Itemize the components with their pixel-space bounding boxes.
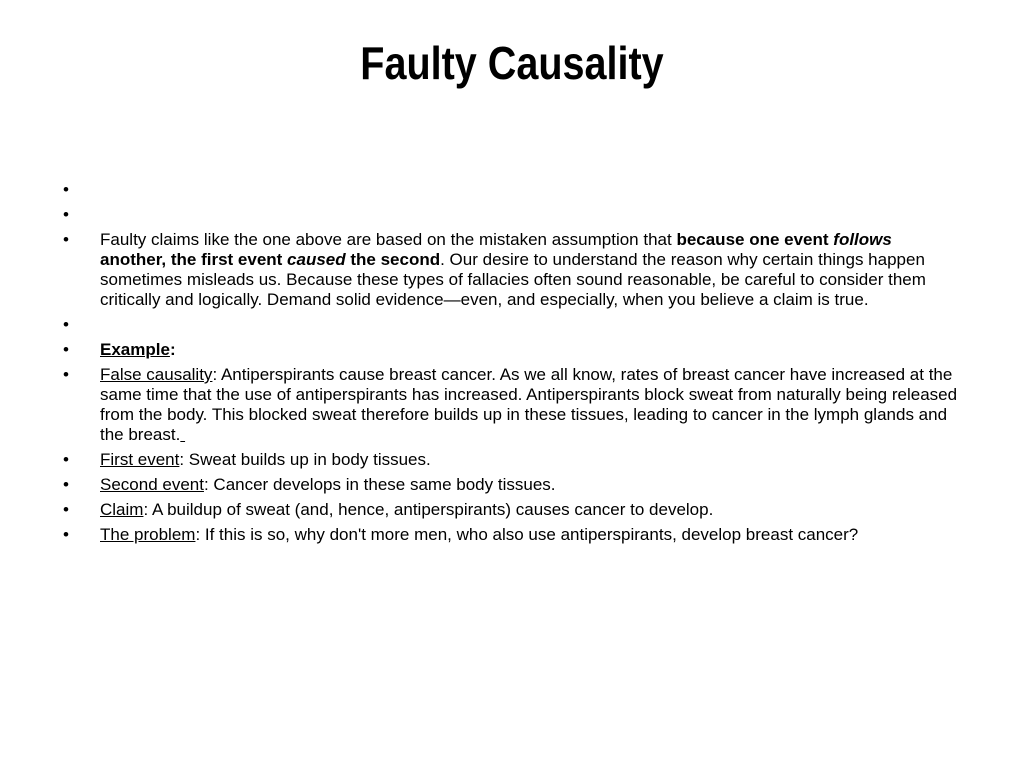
bullet-dot: • bbox=[63, 315, 69, 334]
bullet-dot: • bbox=[63, 365, 69, 384]
claim-bullet bbox=[60, 500, 960, 520]
first-event-label: First event bbox=[100, 450, 180, 469]
bullet-dot: • bbox=[63, 205, 69, 224]
intro-text: Faulty claims like the one above are based on the mistaken assumption that because one event follows another, the first event caused the second. Our desire to understand the reason why certain things happen sometimes misleads us. Because these types of fallacies often sound reasonable, be careful to consider them critically and logically. Demand solid evidence—even, and especially, when you believe a claim is true. bbox=[100, 230, 926, 309]
false-causality-text: : Antiperspirants cause breast cancer. As we all know, rates of breast cancer have increased at the same time that the use of antiperspirants has increased. Antiperspirants block sweat from naturally being released from the body. This blocked sweat therefore builds up in these tissues, leading to cancer in the lymph glands and the breast. bbox=[100, 365, 958, 444]
problem-bullet bbox=[60, 525, 960, 545]
second-event-label: Second event bbox=[100, 475, 204, 494]
second-event-bullet bbox=[60, 475, 960, 495]
problem-text: : If this is so, why don't more men, who also use antiperspirants, develop breast cancer? bbox=[195, 525, 859, 544]
bullet-dot: • bbox=[63, 500, 69, 519]
false-causality-bullet bbox=[60, 365, 960, 445]
example-label: Example bbox=[100, 340, 170, 359]
bullet-dot: • bbox=[63, 230, 69, 249]
bullet-list bbox=[60, 180, 960, 550]
empty-bullet-3 bbox=[60, 315, 960, 335]
example-heading bbox=[60, 340, 960, 360]
example-colon: : bbox=[169, 340, 176, 359]
slide-title: Faulty Causality bbox=[360, 37, 664, 89]
claim-label: Claim bbox=[100, 500, 144, 519]
first-event-text: : Sweat builds up in body tissues. bbox=[179, 450, 431, 469]
bullet-dot: • bbox=[63, 180, 69, 199]
bullet-dot: • bbox=[63, 340, 69, 359]
bullet-dot: • bbox=[63, 450, 69, 469]
empty-bullet-1 bbox=[60, 180, 960, 200]
false-causality-label: False causality bbox=[100, 365, 213, 384]
problem-label: The problem bbox=[100, 525, 196, 544]
bullet-dot: • bbox=[63, 475, 69, 494]
trailing-underline bbox=[180, 425, 185, 444]
empty-bullet-2 bbox=[60, 205, 960, 225]
bullet-dot: • bbox=[63, 525, 69, 544]
first-event-bullet bbox=[60, 450, 960, 470]
claim-text: : A buildup of sweat (and, hence, antiperspirants) causes cancer to develop. bbox=[143, 500, 714, 519]
intro-bullet bbox=[60, 230, 960, 310]
second-event-text: : Cancer develops in these same body tissues. bbox=[203, 475, 556, 494]
